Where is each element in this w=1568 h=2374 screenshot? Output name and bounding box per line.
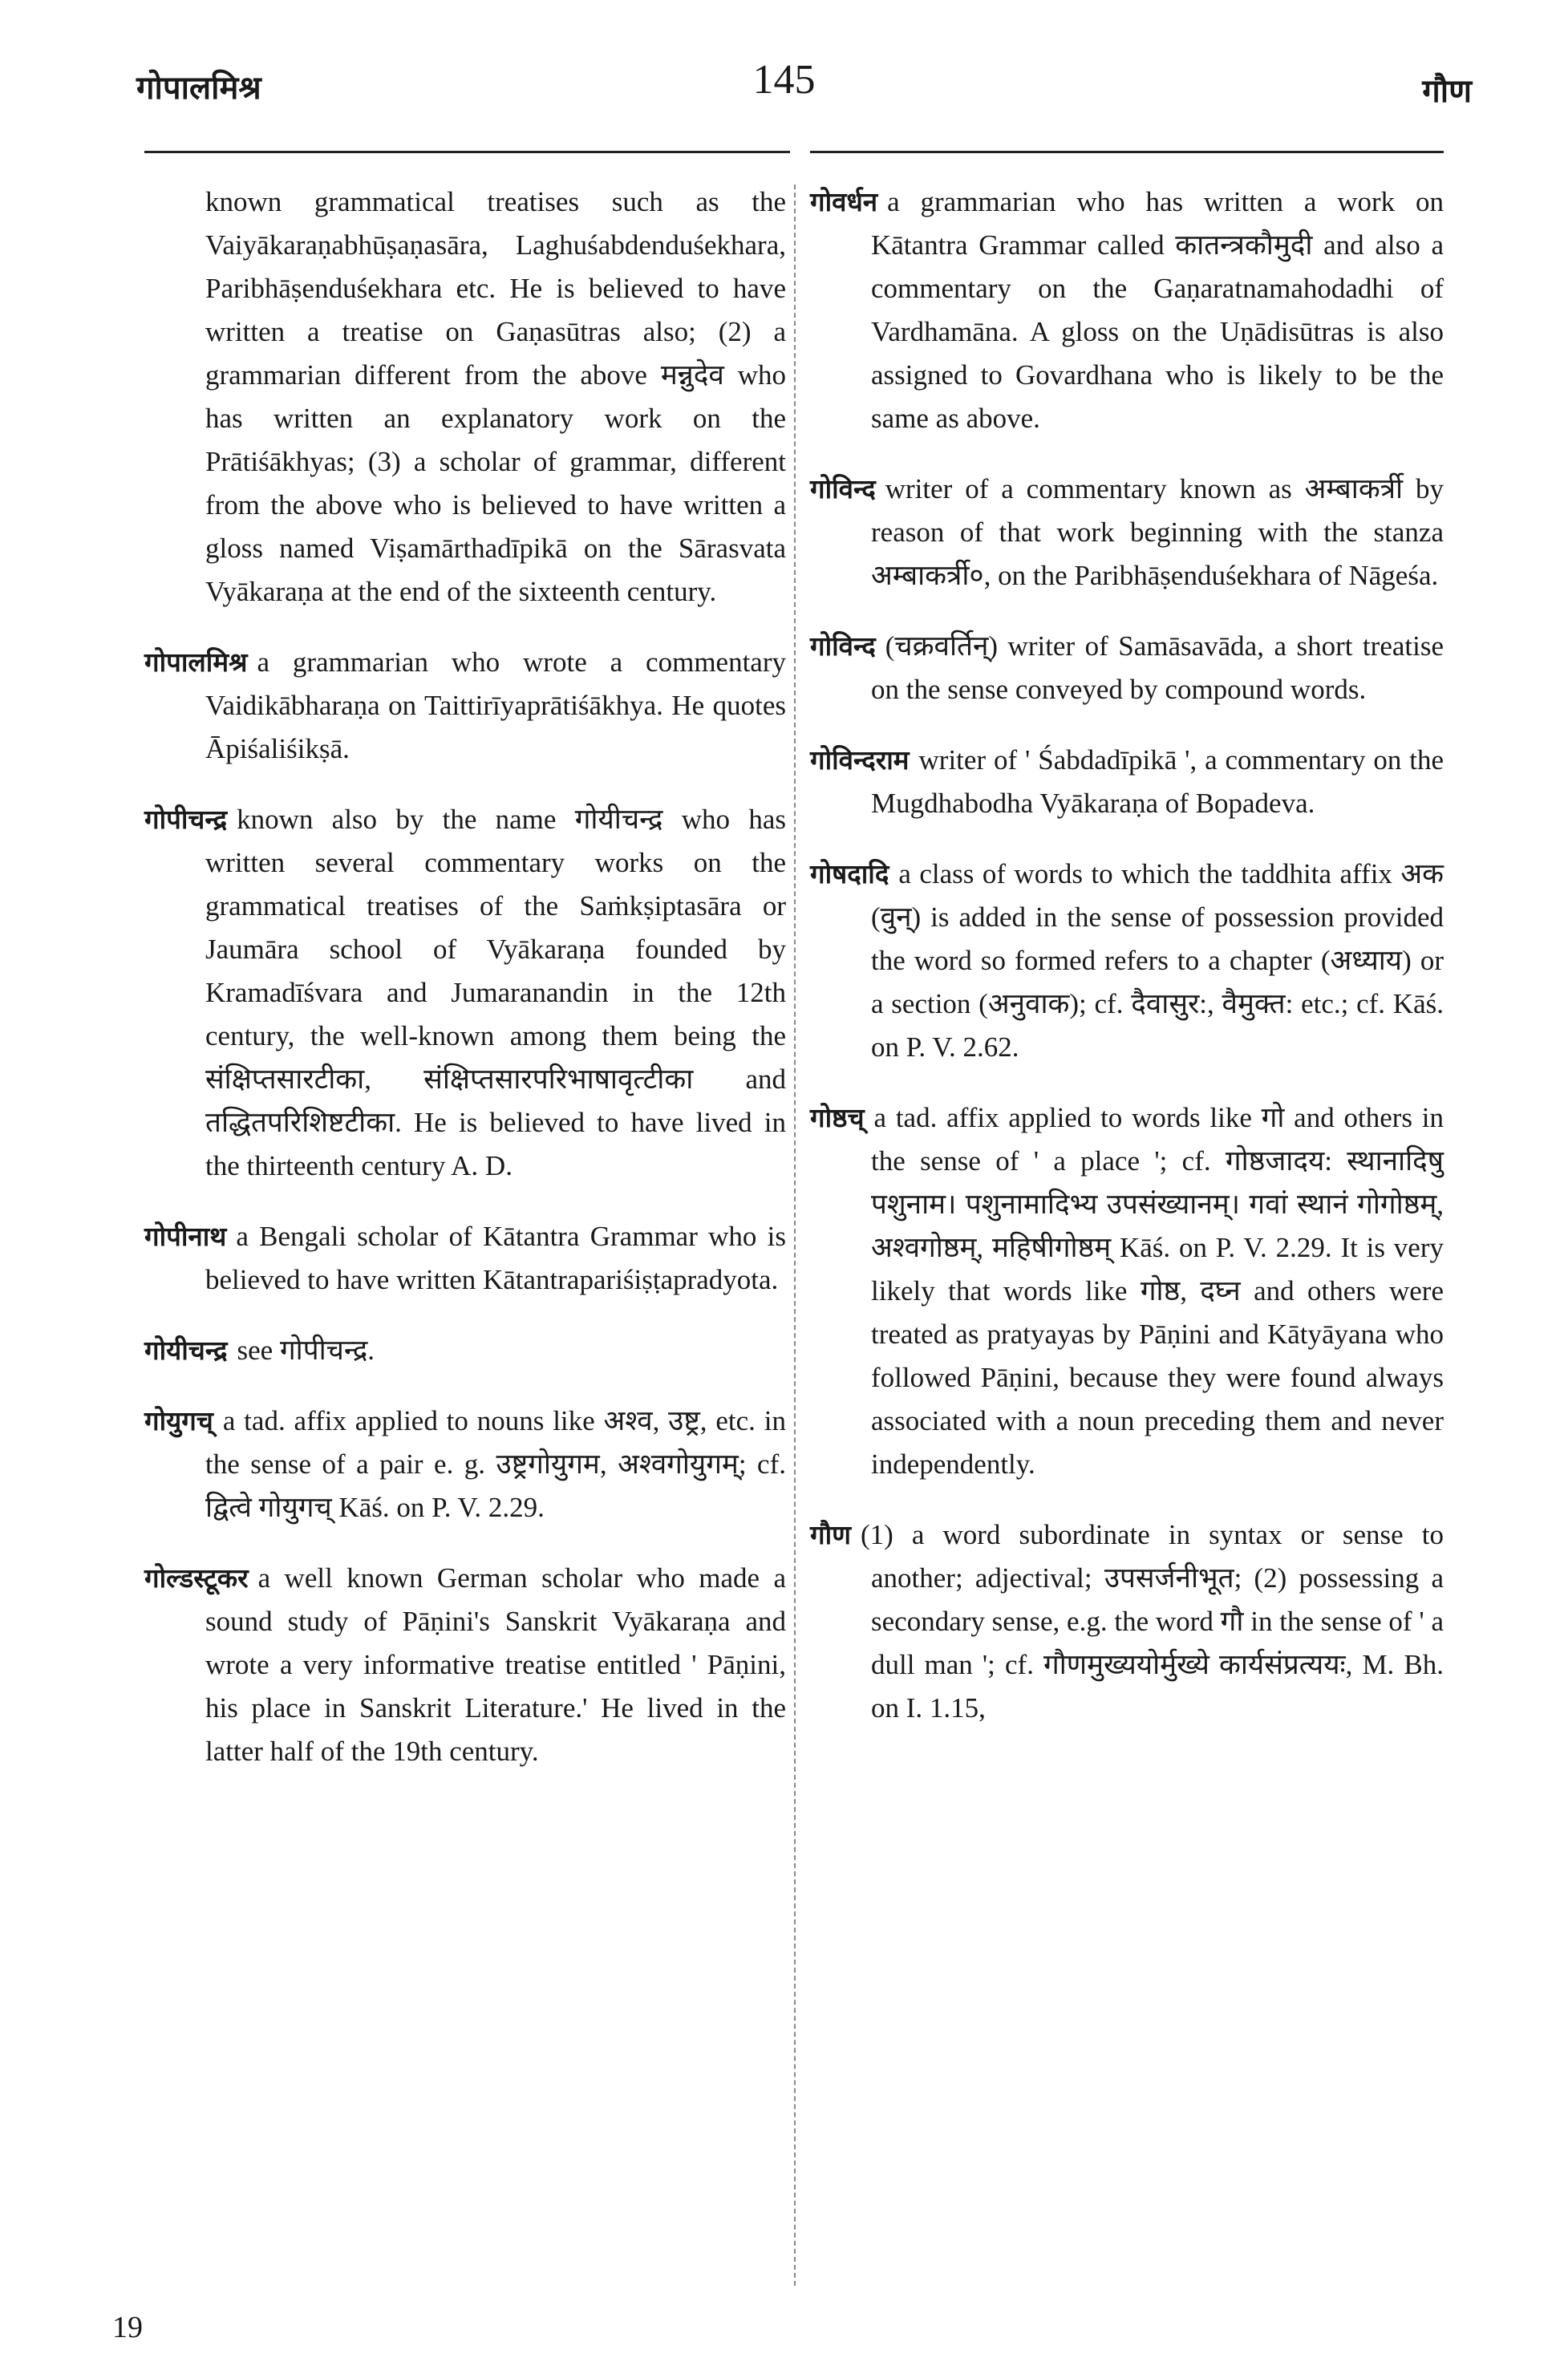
page-number: 145 xyxy=(752,57,816,103)
page-header xyxy=(0,56,1568,120)
entry-definition: a tad. affix applied to words like गो and others in the sense of ' a place '; cf. गोष्ठजादय: स्थानादिषु पशुनाम। पशुनामादिभ्य उपसंख्यानम्। गवां स्थानं गोगोष्ठम्, अश्वगोष्ठम्, महिषीगोष्ठम् Kāś. on P. V. 2.29. It is very likely that words like गोष्ठ, दघ्न and others were treated as pratyayas by Pāṇini and Kātyāyana who followed Pāṇini, because they were found always associated with a noun preceding them and never independently. xyxy=(871,1102,1444,1480)
entry-headword: गौण xyxy=(810,1519,851,1550)
entry-definition: (1) a word subordinate in syntax or sense to another; adjectival; उपसर्जनीभूत; (2) possessing a secondary sense, e.g. the word गौ in the sense of ' a dull man '; cf. गौणमुख्ययोर्मुख्ये कार्यसंप्रत्ययः, M. Bh. on I. 1.15, xyxy=(861,1519,1444,1724)
entry-definition: a Bengali scholar of Kātantra Grammar who is believed to have written Kātantrapariśiṣṭapradyota. xyxy=(205,1221,786,1295)
dictionary-entry xyxy=(810,468,1444,598)
dictionary-entry xyxy=(144,1329,786,1372)
signature-mark: 19 xyxy=(112,2311,143,2344)
entry-headword: गोयुगच् xyxy=(144,1405,213,1436)
dictionary-entry xyxy=(810,1513,1444,1730)
entry-definition: writer of a commentary known as अम्बाकर्त्री by reason of that work beginning with the stanza अम्बाकर्त्री०, on the Paribhāṣenduśekhara of Nāgeśa. xyxy=(871,473,1444,591)
entry-definition: a class of words to which the taddhita affix अक (वुन्) is added in the sense of possession provided the word so formed refers to a chapter (अध्याय) or a section (अनुवाक); cf. दैवासुर:, वैमुक्त: etc.; cf. Kāś. on P. V. 2.62. xyxy=(871,858,1444,1063)
dictionary-entry xyxy=(810,853,1444,1069)
entry-headword: गोयीचन्द्र xyxy=(144,1335,228,1366)
entry-headword: गोविन्द xyxy=(810,630,876,662)
entry-definition: known also by the name गोयीचन्द्र who has written several commentary works on the grammatical treatises of the Saṁkṣiptasāra or Jaumāra school of Vyākaraṇa founded by Kramadīśvara and Jumaranandin in the 12th century, the well-known among them being the संक्षिप्तसारटीका, संक्षिप्तसारपरिभाषावृत्टीका and तद्धितपरिशिष्टटीका. He is believed to have lived in the thirteenth century A. D. xyxy=(205,804,786,1181)
entry-headword: गोविन्दराम xyxy=(810,744,910,776)
dictionary-entry xyxy=(810,180,1444,440)
dictionary-entry xyxy=(810,625,1444,711)
running-head-right: गौण xyxy=(1422,72,1472,110)
right-column xyxy=(810,180,1444,1757)
entry-headword: गोविन्द xyxy=(810,473,876,504)
entry-definition: a tad. affix applied to nouns like अश्व, उष्ट्र, etc. in the sense of a pair e. g. उष्ट्रगोयुगम, अश्वगोयुगम्; cf. द्वित्वे गोयुगच् Kāś. on P. V. 2.29. xyxy=(205,1405,786,1523)
entry-headword: गोष्ठच् xyxy=(810,1102,865,1133)
dictionary-entry xyxy=(810,1096,1444,1486)
entry-definition: writer of ' Śabdadīpikā ', a commentary on the Mugdhabodha Vyākaraṇa of Bopadeva. xyxy=(871,744,1444,819)
entry-headword: गोल्डस्टूकर xyxy=(144,1562,249,1594)
running-head-left: गोपालमिश्र xyxy=(136,69,261,107)
entry-definition: a grammarian who wrote a commentary Vaidikābharaṇa on Taittirīyaprātiśākhya. He quotes Āpiśaliśikṣā. xyxy=(205,646,786,764)
entry-definition: (चक्रवर्तिन्) writer of Samāsavāda, a short treatise on the sense conveyed by compound words. xyxy=(871,630,1444,705)
dictionary-entry xyxy=(144,1215,786,1302)
dictionary-entry xyxy=(144,798,786,1188)
dictionary-entry xyxy=(144,641,786,771)
header-rule-right xyxy=(810,151,1444,153)
entry-definition: a grammarian who has written a work on Kātantra Grammar called कातन्त्रकौमुदी and also a commentary on the Gaṇaratnamahodadhi of Vardhamāna. A gloss on the Uṇādisūtras is also assigned to Govardhana who is likely to be the same as above. xyxy=(871,186,1444,434)
entry-headword: गोषदादि xyxy=(810,858,889,889)
left-column xyxy=(144,180,786,1801)
dictionary-entry xyxy=(810,739,1444,825)
entry-headword: गोपीचन्द्र xyxy=(144,804,228,835)
column-divider xyxy=(794,184,796,2286)
dictionary-entry xyxy=(144,1400,786,1529)
entry-definition: see गोपीचन्द्र. xyxy=(237,1335,375,1366)
entry-definition: a well known German scholar who made a sound study of Pāṇini's Sanskrit Vyākaraṇa and wrote a very informative treatise entitled ' Pāṇini, his place in Sanskrit Literature.' He lived in the latter half of the 19th century. xyxy=(205,1562,786,1767)
dictionary-entry xyxy=(144,1557,786,1773)
entry-headword: गोपालमिश्र xyxy=(144,646,248,678)
entry-headword: गोपीनाथ xyxy=(144,1221,227,1252)
continued-entry: known grammatical treatises such as the Vaiyākaraṇabhūṣaṇasāra, Laghuśabdenduśekhara, Paribhāṣenduśekhara etc. He is believed to have written a treatise on Gaṇasūtras also; (2) a grammarian different from the above मन्नुदेव who has written an explanatory work on the Prātiśākhyas; (3) a scholar of grammar, different from the above who is believed to have written a gloss named Viṣamārthadīpikā on the Sārasvata Vyākaraṇa at the end of the sixteenth century. xyxy=(205,186,786,607)
entry-headword: गोवर्धन xyxy=(810,186,878,217)
header-rule-left xyxy=(144,151,790,153)
